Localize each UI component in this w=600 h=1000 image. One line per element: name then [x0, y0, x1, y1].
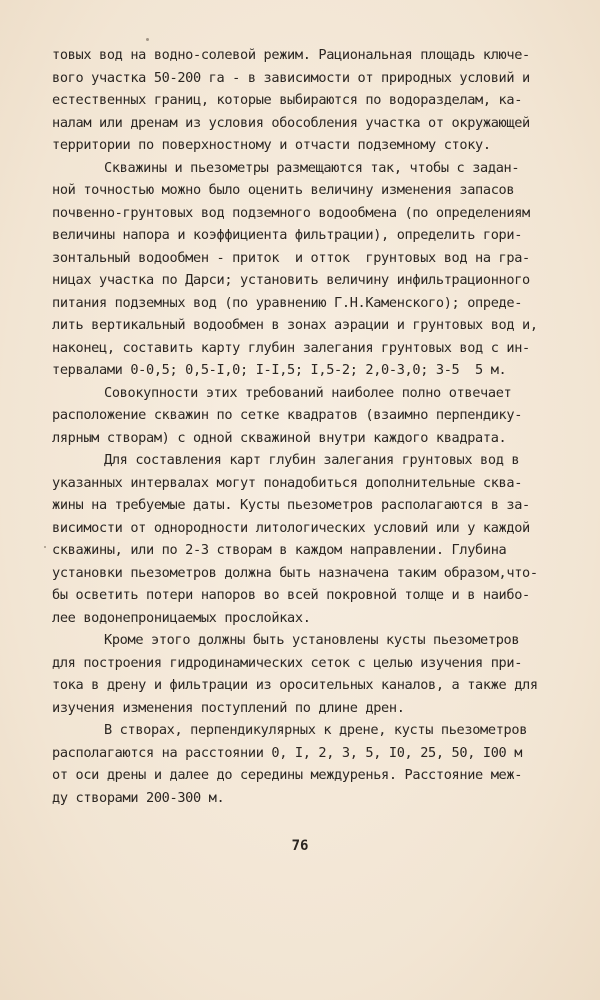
- text-line: изучения изменения поступлений по длине дрен.: [52, 699, 405, 716]
- text-line: установки пьезометров должна быть назначена таким образом,что-: [52, 564, 538, 581]
- text-line: бы осветить потери напоров во всей покровной толще и в наибо-: [52, 587, 530, 603]
- text-line: тока в дрену и фильтрации из оросительных каналов, а также для: [52, 677, 538, 693]
- text-line: тервалами 0-0,5; 0,5-I,0; I-I,5; I,5-2; 2,0-3,0; 3-5 5 м.: [52, 362, 507, 378]
- text-line: Совокупности этих требований наиболее полно отвечает: [104, 384, 512, 401]
- text-line: от оси дрены и далее до середины междуренья. Расстояние меж-: [52, 767, 523, 783]
- text-line: товых вод на водно-солевой режим. Рациональная площадь ключе-: [52, 47, 530, 63]
- text-line: Кроме этого должны быть установлены кусты пьезометров: [104, 632, 520, 648]
- text-line: территории по поверхностному и отчасти подземному стоку.: [52, 137, 491, 153]
- text-line: вого участка 50-200 га - в зависимости от природных условий и: [52, 69, 530, 86]
- text-line: располагаются на расстоянии 0, I, 2, 3, 5, I0, 25, 50, I00 м: [52, 744, 523, 761]
- paper-speck: [146, 38, 149, 41]
- text-line: почвенно-грунтовых вод подземного водообмена (по определениям: [52, 204, 530, 221]
- text-line: зонтальный водообмен - приток и отток грунтовых вод на гра-: [52, 249, 530, 266]
- text-line: Для составления карт глубин залегания грунтовых вод в: [104, 452, 520, 468]
- text-line: лить вертикальный водообмен в зонах аэрации и грунтовых вод и,: [52, 317, 538, 333]
- text-line: налам или дренам из условия обособления участка от окружающей: [52, 114, 530, 131]
- text-line: Скважины и пьезометры размещаются так, чтобы с задан-: [104, 159, 520, 176]
- text-line: лярным створам) с одной скважиной внутри каждого квадрата.: [52, 429, 507, 446]
- text-line: естественных границ, которые выбираются по водоразделам, ка-: [52, 92, 523, 108]
- text-line: указанных интервалах могут понадобиться дополнительные сква-: [52, 474, 523, 491]
- text-line: для построения гидродинамических сеток с целью изучения при-: [52, 654, 523, 671]
- page-number: 76: [291, 838, 309, 854]
- text-line: величины напора и коэффициента фильтрации), определить гори-: [52, 227, 523, 243]
- text-line: висимости от однородности литологических условий или у каждой: [52, 519, 530, 536]
- body-text: [52, 44, 572, 809]
- text-line: ницах участка по Дарси; установить величину инфильтрационного: [52, 272, 530, 288]
- paper-speck: [44, 546, 46, 548]
- text-line: питания подземных вод (по уравнению Г.Н.Каменского); опреде-: [52, 294, 523, 311]
- text-line: жины на требуемые даты. Кусты пьезометров располагаются в за-: [52, 497, 530, 513]
- text-line: скважины, или по 2-3 створам в каждом направлении. Глубина: [52, 542, 507, 558]
- text-line: расположение скважин по сетке квадратов (взаимно перпендику-: [52, 407, 523, 423]
- text-line: лее водонепроницаемых прослойках.: [52, 609, 311, 626]
- text-line: ду створами 200-300 м.: [52, 789, 225, 806]
- text-line: ной точностью можно было оценить величину изменения запасов: [52, 182, 515, 198]
- text-line: наконец, составить карту глубин залегания грунтовых вод с ин-: [52, 339, 530, 356]
- text-line: В створах, перпендикулярных к дрене, кусты пьезометров: [104, 722, 528, 738]
